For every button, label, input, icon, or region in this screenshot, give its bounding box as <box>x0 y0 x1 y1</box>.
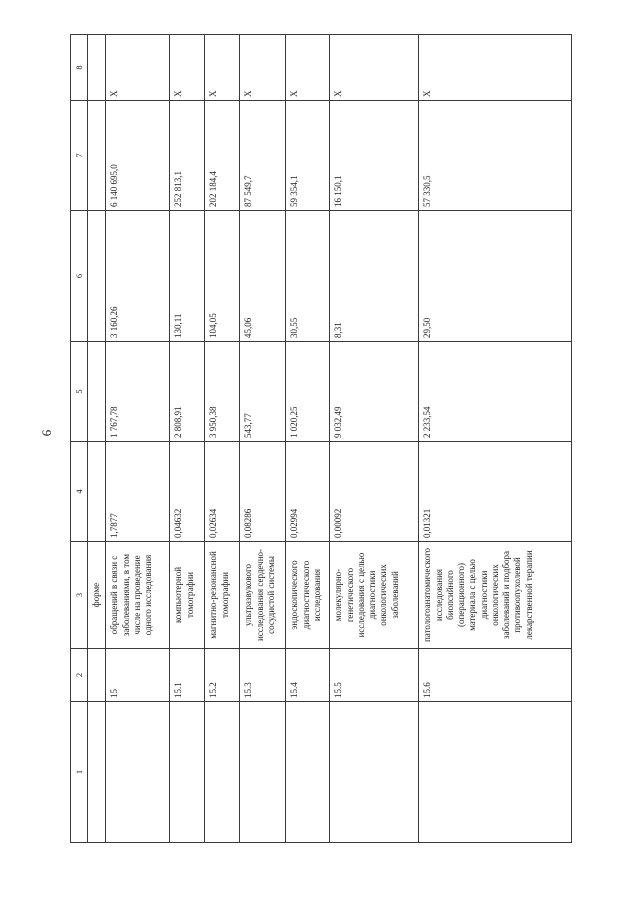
table-cell <box>106 702 170 843</box>
table-cell: 15 <box>106 649 170 702</box>
table-cell <box>419 702 572 843</box>
table-row <box>330 35 419 843</box>
table-row <box>240 35 286 843</box>
table-cell: X <box>286 35 330 101</box>
table-cell: 0,00092 <box>330 442 419 542</box>
table-cell: X <box>106 35 170 101</box>
table-cell: магнитно-резонансной томографии <box>205 542 240 649</box>
table-cell: 0,01321 <box>419 442 572 542</box>
table-cell: X <box>205 35 240 101</box>
table-cell: 45,06 <box>240 211 286 342</box>
table-cell: 0,02634 <box>205 442 240 542</box>
table-cell: X <box>240 35 286 101</box>
table-cell: 29,50 <box>419 211 572 342</box>
table-cell: 130,11 <box>170 211 205 342</box>
table-cell: X <box>170 35 205 101</box>
table-cell <box>330 702 419 843</box>
table-cell: 2 808,91 <box>170 342 205 442</box>
table-cell: 1 020,25 <box>286 342 330 442</box>
header-cell: 1 <box>71 702 88 843</box>
table-row <box>419 35 572 843</box>
table-cell <box>88 101 106 211</box>
header-cell: 7 <box>71 101 88 211</box>
table-cell: 3 950,38 <box>205 342 240 442</box>
table-cell: 6 140 695,0 <box>106 101 170 211</box>
table-cell: обращений в связи с заболеваниями, в том числе на проведение одного исследования <box>106 542 170 649</box>
table-cell <box>88 442 106 542</box>
table-row <box>286 35 330 843</box>
table-cell: 15.1 <box>170 649 205 702</box>
table-cell <box>205 702 240 843</box>
table-row <box>170 35 205 843</box>
table-cell: ультразвукового исследования сердечно-сосудистой системы <box>240 542 286 649</box>
table-cell <box>88 649 106 702</box>
table-cell <box>286 702 330 843</box>
table-cell: 2 233,54 <box>419 342 572 442</box>
header-cell: 5 <box>71 342 88 442</box>
header-cell: 2 <box>71 649 88 702</box>
page-number: 6 <box>39 429 54 437</box>
table-cell: 15.3 <box>240 649 286 702</box>
table-cell: 87 549,7 <box>240 101 286 211</box>
header-cell: 6 <box>71 211 88 342</box>
table-cell: 15.6 <box>419 649 572 702</box>
table-cell: 202 184,4 <box>205 101 240 211</box>
header-cell: 3 <box>71 542 88 649</box>
table-cell <box>88 342 106 442</box>
header-cell: 4 <box>71 442 88 542</box>
table-cell <box>88 702 106 843</box>
table-row <box>205 35 240 843</box>
table-cell: 543,77 <box>240 342 286 442</box>
table-cell: 0,02994 <box>286 442 330 542</box>
table-row <box>88 35 106 843</box>
table-cell: компьютерной томографии <box>170 542 205 649</box>
table-row <box>106 35 170 843</box>
table-cell: 57 330,5 <box>419 101 572 211</box>
table-cell: молекулярно-генетического исследования с целью диагностики онкологических заболеваний <box>330 542 419 649</box>
table-cell: 8,31 <box>330 211 419 342</box>
table-cell: 15.4 <box>286 649 330 702</box>
tariff-table <box>70 34 572 843</box>
table-cell: 9 032,49 <box>330 342 419 442</box>
table-cell: X <box>330 35 419 101</box>
table-cell: 0,04632 <box>170 442 205 542</box>
table-cell: 3 160,26 <box>106 211 170 342</box>
table-cell: X <box>419 35 572 101</box>
rotated-table-container <box>70 35 572 843</box>
table-cell: 0,08286 <box>240 442 286 542</box>
table-cell: форме <box>88 542 106 649</box>
table-cell <box>240 702 286 843</box>
table-cell: 15.5 <box>330 649 419 702</box>
table-cell: 16 150,1 <box>330 101 419 211</box>
table-cell <box>170 702 205 843</box>
table-cell: патологоанатомического исследования биопсийного (операционного) материала с целью диагностики онкологических заболеваний и подбора противоопухолевой лекарственной терапии <box>419 542 572 649</box>
header-row <box>71 35 88 843</box>
table-cell: эндоскопического диагностического исследования <box>286 542 330 649</box>
table-cell: 59 354,1 <box>286 101 330 211</box>
table-cell: 104,05 <box>205 211 240 342</box>
table-cell: 1,7877 <box>106 442 170 542</box>
table-cell <box>88 35 106 101</box>
table-cell: 15.2 <box>205 649 240 702</box>
table-cell <box>88 211 106 342</box>
header-cell: 8 <box>71 35 88 101</box>
table-cell: 1 767,78 <box>106 342 170 442</box>
table-cell: 252 813,1 <box>170 101 205 211</box>
table-cell: 30,55 <box>286 211 330 342</box>
